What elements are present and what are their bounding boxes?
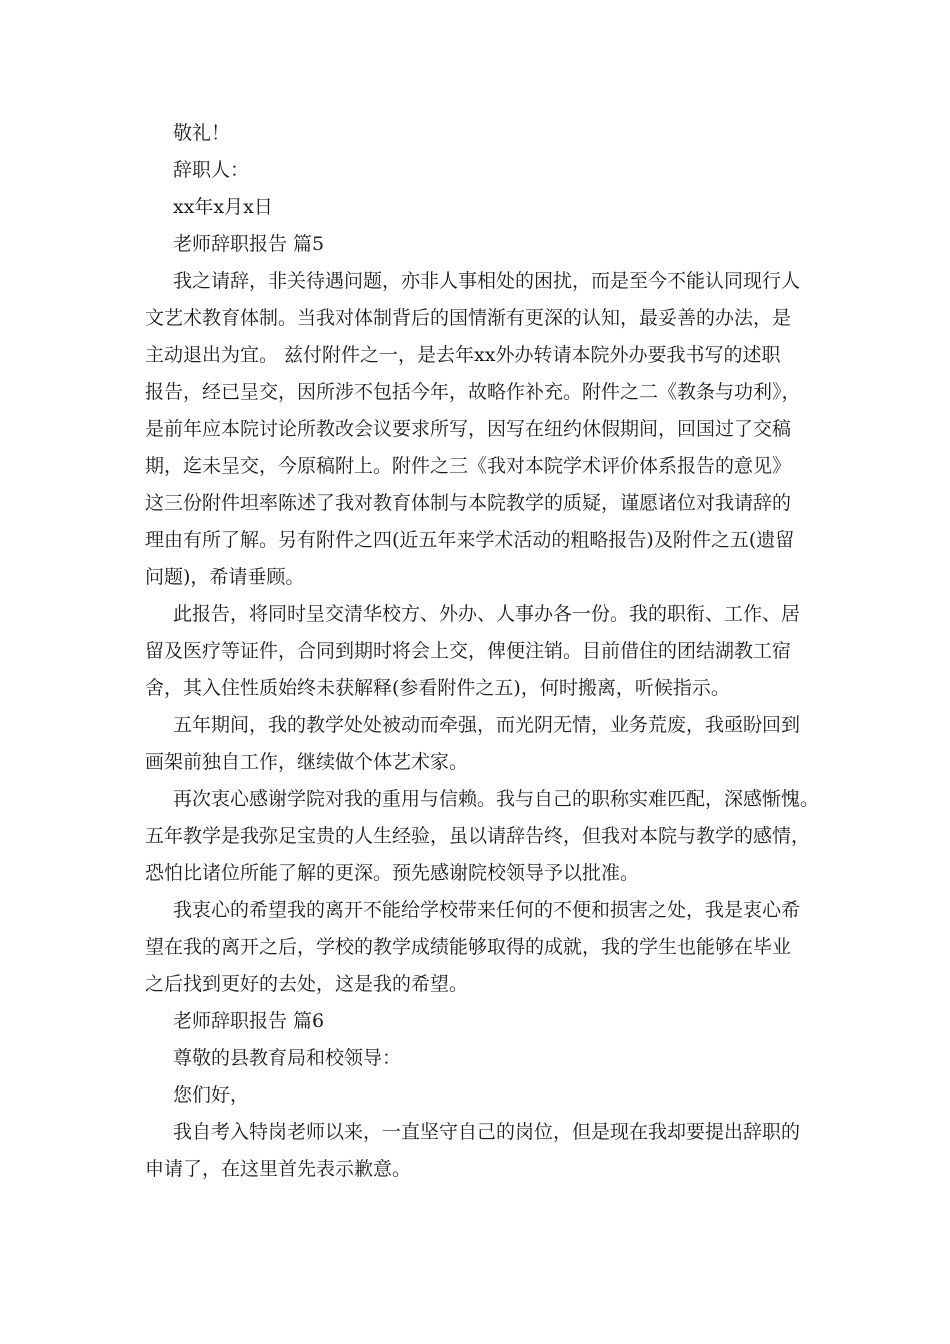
- paragraph-line: 主动退出为宜。 兹付附件之一，是去年xx外办转请本院外办要我书写的述职: [145, 344, 781, 366]
- greeting: 您们好，: [173, 1084, 250, 1106]
- paragraph-line: 五年教学是我弥足宝贵的人生经验，虽以请辞告终，但我对本院与教学的感情，: [145, 825, 811, 847]
- paragraph-line: 画架前独自工作，继续做个体艺术家。: [145, 751, 469, 773]
- paragraph-line: 我衷心的希望我的离开不能给学校带来任何的不便和损害之处，我是衷心希: [173, 899, 801, 921]
- paragraph-line: 这三份附件坦率陈述了我对教育体制与本院教学的质疑，谨愿诸位对我请辞的: [145, 492, 792, 514]
- paragraph-line: 望在我的离开之后，学校的教学成绩能够取得的成就，我的学生也能够在毕业: [145, 936, 792, 958]
- paragraph-line: 五年期间，我的教学处处被动而牵强，而光阴无情，业务荒废，我亟盼回到: [173, 714, 801, 736]
- paragraph-line: 我之请辞，非关待遇问题，亦非人事相处的困扰，而是至今不能认同现行人: [173, 270, 801, 292]
- section-heading-5: 老师辞职报告 篇5: [173, 233, 325, 255]
- paragraph-line: 理由有所了解。另有附件之四(近五年来学术活动的粗略报告)及附件之五(遗留: [145, 529, 795, 551]
- closing-salutation: 敬礼！: [173, 122, 231, 144]
- signature-label: 辞职人：: [173, 159, 250, 181]
- date-line: xx年x月x日: [173, 196, 273, 218]
- section-heading-6: 老师辞职报告 篇6: [173, 1010, 325, 1032]
- paragraph-line: 期，迄未呈交，今原稿附上。附件之三《我对本院学术评价体系报告的意见》: [145, 455, 792, 477]
- paragraph-line: 留及医疗等证件，合同到期时将会上交，俾便注销。目前借住的团结湖教工宿: [145, 640, 792, 662]
- paragraph-line: 恐怕比诸位所能了解的更深。预先感谢院校领导予以批准。: [145, 862, 640, 884]
- paragraph-line: 此报告，将同时呈交清华校方、外办、人事办各一份。我的职衔、工作、居: [173, 603, 801, 625]
- paragraph-line: 文艺术教育体制。当我对体制背后的国情渐有更深的认知，最妥善的办法，是: [145, 307, 792, 329]
- paragraph-line: 舍，其入住性质始终未获解释(参看附件之五)，何时搬离，听候指示。: [145, 677, 730, 699]
- paragraph-line: 之后找到更好的去处，这是我的希望。: [145, 973, 469, 995]
- paragraph-line: 申请了，在这里首先表示歉意。: [145, 1158, 412, 1180]
- paragraph-line: 问题)，希请垂顾。: [145, 566, 305, 588]
- paragraph-line: 我自考入特岗老师以来，一直坚守自己的岗位，但是现在我却要提出辞职的: [173, 1121, 801, 1143]
- paragraph-line: 是前年应本院讨论所教改会议要求所写，因写在纽约休假期间，回国过了交稿: [145, 418, 792, 440]
- paragraph-line: 报告，经已呈交，因所涉不包括今年，故略作补充。附件之二《教条与功利》，: [145, 381, 801, 403]
- paragraph-line: 再次衷心感谢学院对我的重用与信赖。我与自己的职称实难匹配，深感惭愧。: [173, 788, 820, 810]
- salutation: 尊敬的县教育局和校领导：: [173, 1047, 402, 1069]
